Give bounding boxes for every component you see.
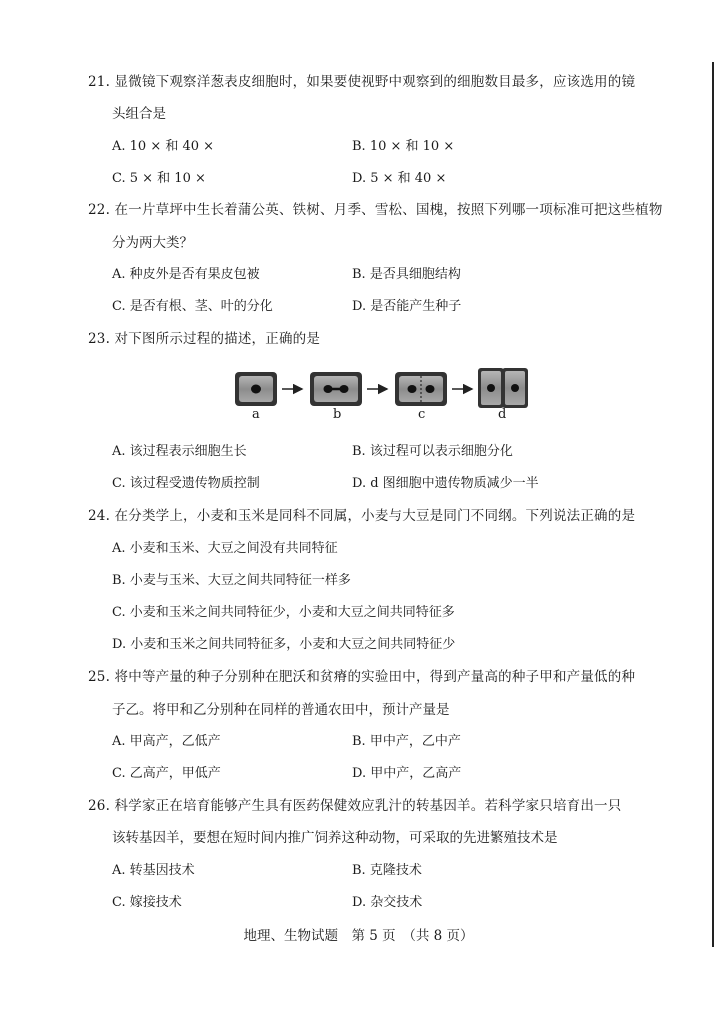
q26-option-c: C. 嫁接技术 xyxy=(112,895,182,910)
q25-stem-line2: 子乙。将甲和乙分别种在同样的普通农田中，预计产量是 xyxy=(112,702,450,718)
cell-b xyxy=(310,372,362,406)
cell-division-diagram xyxy=(232,366,532,412)
q23-option-b: B. 该过程可以表示细胞分化 xyxy=(352,444,513,459)
cell-division-figure xyxy=(232,366,532,426)
q25-stem-line1: 25. 将中等产量的种子分别种在肥沃和贫瘠的实验田中，得到产量高的种子甲和产量低的种 xyxy=(88,669,636,685)
q25-option-d: D. 甲中产，乙高产 xyxy=(352,766,462,781)
q26-stem-line1: 26. 科学家正在培育能够产生具有医药保健效应乳汁的转基因羊。若科学家只培育出一只 xyxy=(88,798,622,814)
q24-option-d: D. 小麦和玉米之间共同特征多，小麦和大豆之间共同特征少 xyxy=(112,637,456,652)
q22-option-c: C. 是否有根、茎、叶的分化 xyxy=(112,299,273,314)
q22-option-d: D. 是否能产生种子 xyxy=(352,299,462,314)
q26-option-a: A. 转基因技术 xyxy=(112,863,195,878)
q26-option-b: B. 克隆技术 xyxy=(352,863,422,878)
q23-option-c: C. 该过程受遗传物质控制 xyxy=(112,476,260,491)
q22-stem-line2: 分为两大类？ xyxy=(112,235,193,251)
q23-option-a: A. 该过程表示细胞生长 xyxy=(112,444,247,459)
q26-option-d: D. 杂交技术 xyxy=(352,895,423,910)
q26-stem-line2: 该转基因羊，要想在短时间内推广饲养这种动物，可采取的先进繁殖技术是 xyxy=(112,830,558,846)
q24-option-b: B. 小麦与玉米、大豆之间共同特征一样多 xyxy=(112,573,351,588)
q21-stem-line2: 头组合是 xyxy=(112,106,166,122)
q22-stem-line1: 22. 在一片草坪中生长着蒲公英、铁树、月季、雪松、国槐，按照下列哪一项标准可把这些植物 xyxy=(88,202,663,218)
q25-option-b: B. 甲中产，乙中产 xyxy=(352,734,461,749)
q22-option-b: B. 是否具细胞结构 xyxy=(352,267,461,282)
q21-option-c: C. 5 × 和 10 × xyxy=(112,171,206,186)
q25-option-a: A. 甲高产，乙低产 xyxy=(112,734,221,749)
q21-stem-line1: 21. 显微镜下观察洋葱表皮细胞时，如果要使视野中观察到的细胞数目最多，应该选用的镜 xyxy=(88,74,636,90)
q25-option-c: C. 乙高产，甲低产 xyxy=(112,766,221,781)
cell-c xyxy=(395,372,447,406)
q22-option-a: A. 种皮外是否有果皮包被 xyxy=(112,267,260,282)
figure-label-a: a xyxy=(252,407,260,422)
figure-label-b: b xyxy=(333,407,342,422)
q24-stem-line1: 24. 在分类学上，小麦和玉米是同科不同属，小麦与大豆是同门不同纲。下列说法正确的是 xyxy=(88,508,636,524)
figure-label-d: d xyxy=(498,407,507,422)
q24-option-c: C. 小麦和玉米之间共同特征少，小麦和大豆之间共同特征多 xyxy=(112,605,455,620)
q21-option-b: B. 10 × 和 10 × xyxy=(352,139,455,154)
q23-stem-line1: 23. 对下图所示过程的描述，正确的是 xyxy=(88,331,321,347)
cell-a xyxy=(235,372,277,406)
q24-option-a: A. 小麦和玉米、大豆之间没有共同特征 xyxy=(112,541,338,556)
q21-option-d: D. 5 × 和 40 × xyxy=(352,171,447,186)
q21-option-a: A. 10 × 和 40 × xyxy=(112,139,215,154)
cell-d xyxy=(478,368,528,408)
page-footer: 地理、生物试题 第 5 页 （共 8 页） xyxy=(243,928,474,944)
page-edge-rule xyxy=(712,62,714,947)
figure-label-c: c xyxy=(418,407,426,422)
q23-option-d: D. d 图细胞中遗传物质减少一半 xyxy=(352,476,539,491)
